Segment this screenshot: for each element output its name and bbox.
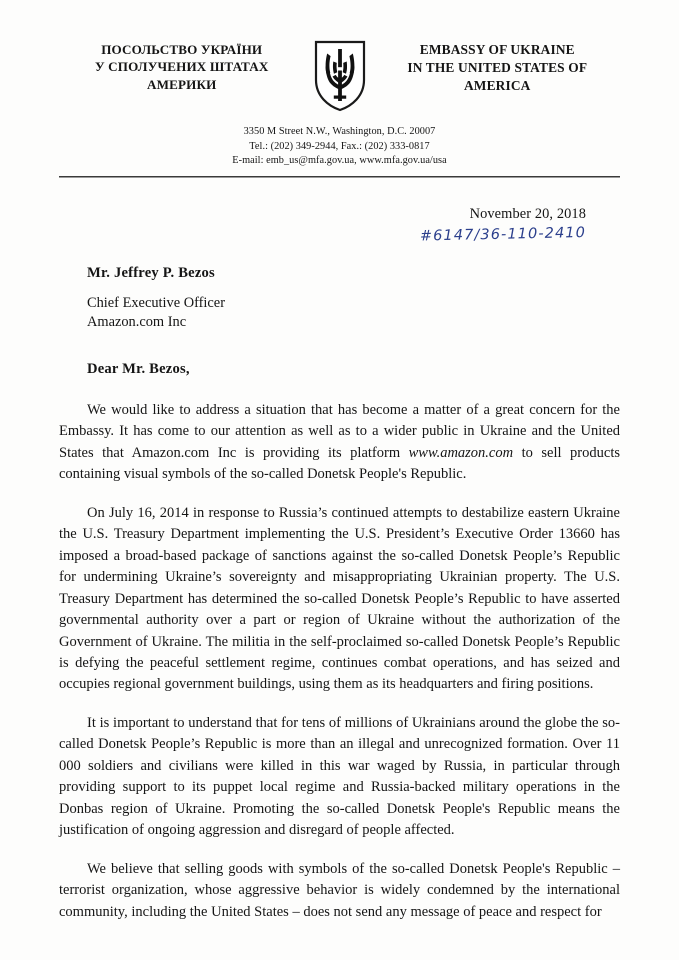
contact-phone-fax: Tel.: (202) 349-2944, Fax.: (202) 333-0817 [249,140,430,152]
letter-body [59,400,620,923]
letterhead-english-line-1: EMBASSY OF UKRAINE [419,42,575,57]
body-paragraph-2: On July 16, 2014 in response to Russia’s continued attempts to destabilize eastern Ukraine the U.S. Treasury Department implementing the U.S. President’s Executive Order 13660 has imposed a broad-based package of sanctions against the so-called Donetsk People’s Republic for undermining Ukraine’s sovereignty and misappropriating Ukrainian property. The U.S. Treasury Department has determined the so-called Donetsk People’s Republic to have asserted governmental authority over a part or region of Ukraine without the authorization of the Government of Ukraine. The militia in the self-proclaimed so-called Donetsk People’s Republic is defying the peaceful settlement regime, continues combat operations, and has seized and occupies regional government buildings, using them as its headquarters and firing positions. [59,504,620,693]
addressee-name: Mr. Jeffrey P. Bezos [87,264,215,281]
letterhead-ukrainian [59,40,305,93]
salutation: Dear Mr. Bezos, [87,360,190,377]
letterhead-ukrainian-line-3: АМЕРИКИ [147,76,217,92]
paragraph-1-text-before-link: We would like to address a situation that has become a matter of a great concern for the Embassy. It has come to our attention as well as to a wider public in Ukraine and the United States that Amazon.com Inc is providing its platform [59,401,620,461]
ukraine-trident-coat-of-arms-icon [311,40,369,112]
letterhead-english-line-3: AMERICA [463,77,531,93]
letter-date: November 20, 2018 [469,205,586,222]
body-paragraph-1 [59,400,620,486]
letterhead-english [375,40,621,94]
date-and-reference [59,205,620,245]
letterhead-english-line-2: IN THE UNITED STATES OF [407,59,588,75]
contact-address: 3350 M Street N.W., Washington, D.C. 20007 [243,126,436,137]
addressee-block [59,265,620,333]
embassy-contact-details [59,125,620,169]
letterhead [59,0,620,112]
addressee-organization: Amazon.com Inc [87,314,187,331]
letterhead-ukrainian-line-1: ПОСОЛЬСТВО УКРАЇНИ [101,42,263,57]
paragraph-1-text-after-link: to sell products containing visual symbols of the so-called Donetsk People's Republic. [59,444,620,483]
body-paragraph-3: It is important to understand that for tens of millions of Ukrainians around the globe the so-called Donetsk People’s Republic is more than an illegal and unrecognized formation. Over 11 000 soldiers and civilians were killed in this war waged by Russia, in particular through providing support to its puppet local regime and Russia-backed military operations in the Donbas region of Ukraine. Promoting the so-called Donetsk People's Republic means the justification of ongoing aggression and disregard of people affected. [59,714,620,839]
letterhead-divider [59,176,620,178]
contact-email-web: E-mail: emb_us@mfa.gov.ua, www.mfa.gov.ua/usa [232,155,447,167]
addressee-title: Chief Executive Officer [87,294,225,311]
letterhead-ukrainian-line-2: У СПОЛУЧЕНИХ ШТАТАХ [95,59,269,75]
amazon-website-link[interactable]: www.amazon.com [408,444,514,461]
handwritten-reference-number: #6147/36-110-2410 [419,224,587,245]
body-paragraph-4: We believe that selling goods with symbols of the so-called Donetsk People's Republic – terrorist organization, whose aggressive behavior is widely condemned by the international community, including the United States – does not send any message of peace and respect for [59,860,620,920]
